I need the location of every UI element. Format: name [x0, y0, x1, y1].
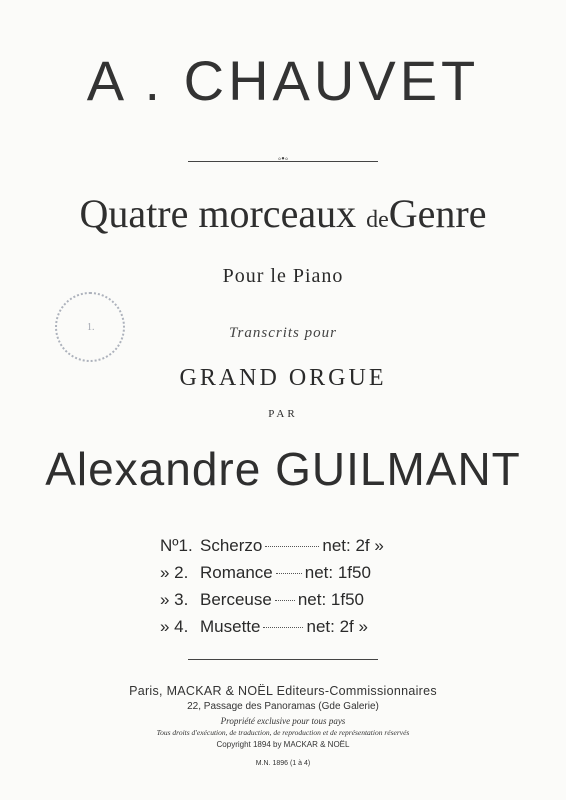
list-item	[160, 563, 384, 590]
transcrits-label: Transcrits pour	[229, 325, 337, 341]
rights-notice: Tous droits d'exécution, de traduction, de reproduction et de représentation réservés	[156, 728, 410, 737]
instrument-label: GRAND ORGUE	[179, 365, 387, 391]
composer-name: A . CHAUVET	[86, 49, 480, 112]
copyright-notice: Copyright 1894 by MACKAR & NOËL	[216, 740, 350, 749]
piece-price: net: 1f50	[297, 590, 364, 609]
list-item	[160, 536, 384, 563]
rule-ornament-icon: ◦•◦	[277, 154, 289, 165]
piece-name: Romance	[200, 563, 273, 582]
list-item	[160, 617, 384, 644]
piece-number: » 3.	[160, 590, 189, 609]
title-genre: Genre	[388, 191, 487, 236]
piece-name: Musette	[200, 617, 261, 636]
piece-list	[160, 536, 384, 644]
title-de: de	[366, 207, 389, 233]
piece-number: » 4.	[160, 617, 189, 636]
piece-name: Scherzo	[200, 536, 263, 555]
plate-number: M.N. 1896 (1 à 4)	[255, 760, 311, 767]
leader-dots	[275, 600, 295, 601]
leader-dots	[263, 627, 303, 628]
subtitle: Pour le Piano	[222, 265, 344, 287]
list-item	[160, 590, 384, 617]
publisher-name: Paris, MACKAR & NOËL Editeurs-Commissionnaires	[129, 684, 437, 698]
piece-price: net: 1f50	[304, 563, 371, 582]
leader-dots	[265, 546, 319, 547]
piece-price: net: 2f »	[306, 617, 368, 636]
arranger-name: Alexandre GUILMANT	[45, 443, 521, 495]
piece-name: Berceuse	[200, 590, 272, 609]
piece-number: » 2.	[160, 563, 189, 582]
piece-price: net: 2f »	[322, 536, 384, 555]
publisher-address: 22, Passage des Panoramas (Gde Galerie)	[187, 701, 379, 712]
title-main: Quatre morceaux	[79, 191, 357, 236]
piece-number: Nº1.	[160, 536, 193, 555]
decorative-rule	[188, 659, 378, 660]
work-title	[0, 190, 566, 237]
stamp-text: 1.	[87, 322, 95, 333]
leader-dots	[276, 573, 302, 574]
par-label: PAR	[268, 408, 298, 420]
ownership-notice: Propriété exclusive pour tous pays	[220, 716, 346, 726]
